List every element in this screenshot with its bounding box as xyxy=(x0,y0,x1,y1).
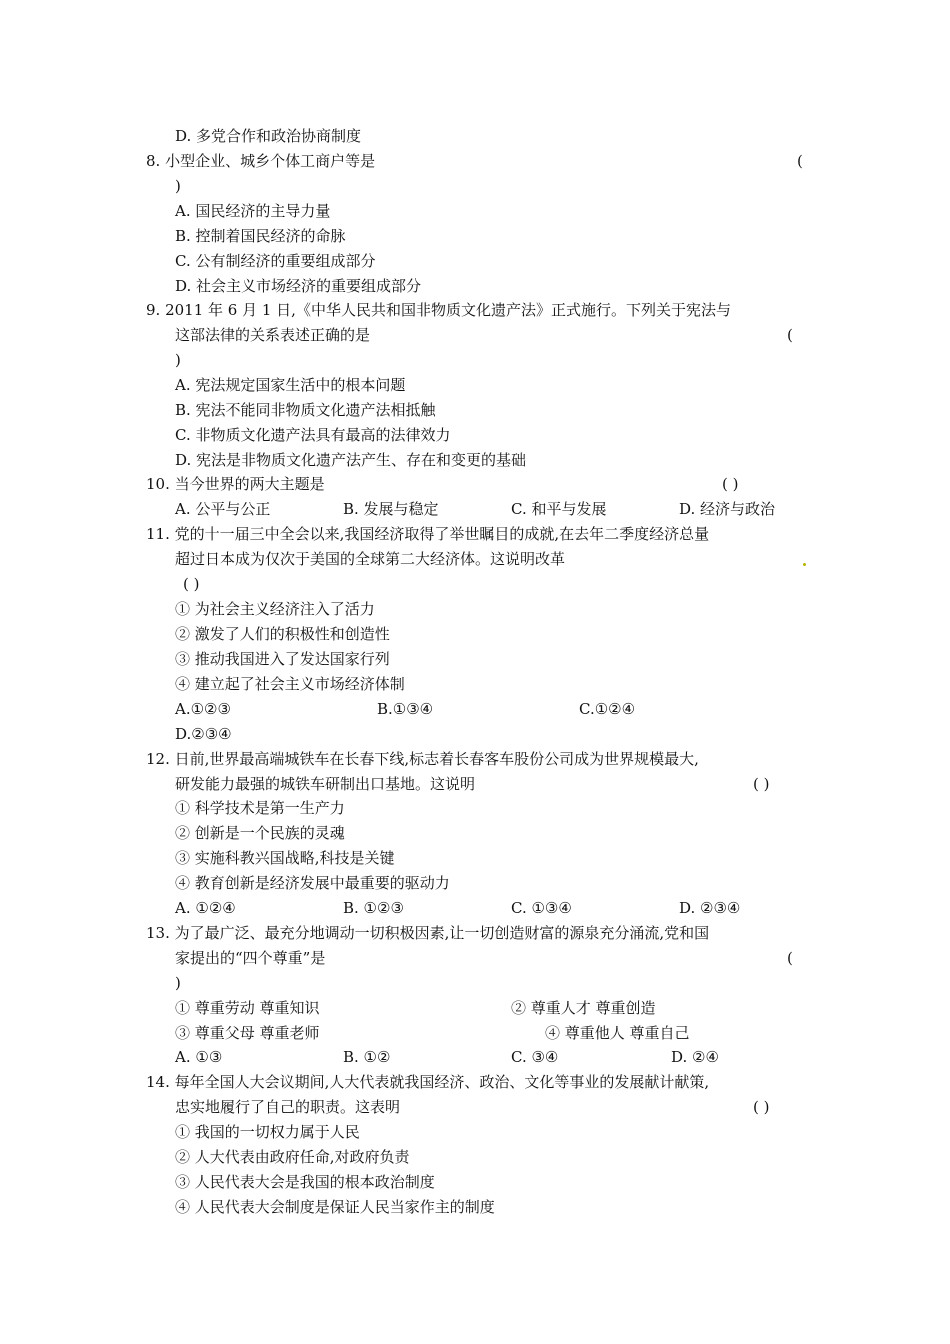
question-12-statement-1: ① 科学技术是第一生产力 xyxy=(175,799,345,817)
question-8-option-a: A. 国民经济的主导力量 xyxy=(175,202,331,220)
question-11-option-a: A.①②③ xyxy=(175,700,231,718)
answer-paren-open: ( xyxy=(787,326,793,344)
question-10-option-d: D. 经济与政治 xyxy=(679,500,776,518)
question-13-statement-2: ② 尊重人才 尊重创造 xyxy=(511,999,656,1017)
question-12-statement-2: ② 创新是一个民族的灵魂 xyxy=(175,824,345,842)
question-9-option-a: A. 宪法规定国家生活中的根本问题 xyxy=(175,376,406,394)
question-12-option-c: C. ①③④ xyxy=(511,899,572,917)
answer-paren: ( ) xyxy=(183,575,200,593)
question-7-option-d: D. 多党合作和政治协商制度 xyxy=(175,127,362,145)
question-9-stem-line-1: 9. 2011 年 6 月 1 日,《中华人民共和国非物质文化遗产法》正式施行。下列关于宪法与 xyxy=(146,301,731,319)
answer-paren-close: ) xyxy=(175,351,181,369)
question-13-stem-line-2: 家提出的“四个尊重”是 xyxy=(175,949,326,967)
question-11-stem-line-1: 11. 党的十一届三中全会以来,我国经济取得了举世瞩目的成就,在去年二季度经济总量 xyxy=(146,525,710,543)
question-11-statement-2: ② 激发了人们的积极性和创造性 xyxy=(175,625,390,643)
question-8-stem: 8. 小型企业、城乡个体工商户等是 xyxy=(146,152,376,170)
question-14-stem-line-1: 14. 每年全国人大会议期间,人大代表就我国经济、政治、文化等事业的发展献计献策, xyxy=(146,1073,710,1091)
question-11-option-c: C.①②④ xyxy=(579,700,636,718)
question-14-stem-line-2: 忠实地履行了自己的职责。这表明 xyxy=(175,1098,401,1116)
question-13-option-d: D. ②④ xyxy=(671,1048,719,1066)
question-12-stem-line-2: 研发能力最强的城铁车研制出口基地。这说明 xyxy=(175,775,476,793)
answer-paren: ( ) xyxy=(753,1098,770,1116)
question-9-stem-line-2: 这部法律的关系表述正确的是 xyxy=(175,326,371,344)
question-14-statement-2: ② 人大代表由政府任命,对政府负责 xyxy=(175,1148,410,1166)
question-13-option-b: B. ①② xyxy=(343,1048,391,1066)
question-10-option-a: A. 公平与公正 xyxy=(175,500,271,518)
answer-paren-open: ( xyxy=(787,949,793,967)
question-12-option-b: B. ①②③ xyxy=(343,899,404,917)
question-8-option-d: D. 社会主义市场经济的重要组成部分 xyxy=(175,277,422,295)
question-9-option-d: D. 宪法是非物质文化遗产法产生、存在和变更的基础 xyxy=(175,451,527,469)
question-14-statement-1: ① 我国的一切权力属于人民 xyxy=(175,1123,360,1141)
question-8-option-c: C. 公有制经济的重要组成部分 xyxy=(175,252,376,270)
question-12-statement-4: ④ 教育创新是经济发展中最重要的驱动力 xyxy=(175,874,450,892)
answer-paren-close: ) xyxy=(175,177,181,195)
question-13-statement-1: ① 尊重劳动 尊重知识 xyxy=(175,999,320,1017)
question-11-statement-3: ③ 推动我国进入了发达国家行列 xyxy=(175,650,390,668)
question-11-option-b: B.①③④ xyxy=(377,700,434,718)
question-13-statement-3: ③ 尊重父母 尊重老师 xyxy=(175,1024,320,1042)
question-13-option-a: A. ①③ xyxy=(175,1048,223,1066)
answer-paren: ( ) xyxy=(722,475,739,493)
question-9-option-c: C. 非物质文化遗产法具有最高的法律效力 xyxy=(175,426,451,444)
question-8-option-b: B. 控制着国民经济的命脉 xyxy=(175,227,346,245)
question-13-option-c: C. ③④ xyxy=(511,1048,559,1066)
question-11-statement-1: ① 为社会主义经济注入了活力 xyxy=(175,600,375,618)
question-13-stem-line-1: 13. 为了最广泛、最充分地调动一切积极因素,让一切创造财富的源泉充分涌流,党和国 xyxy=(146,924,710,942)
question-12-option-d: D. ②③④ xyxy=(679,899,741,917)
question-9-option-b: B. 宪法不能同非物质文化遗产法相抵触 xyxy=(175,401,436,419)
question-10-option-b: B. 发展与稳定 xyxy=(343,500,439,518)
question-13-statement-4: ④ 尊重他人 尊重自己 xyxy=(545,1024,690,1042)
answer-paren-open: ( xyxy=(797,152,803,170)
question-10-option-c: C. 和平与发展 xyxy=(511,500,607,518)
question-10-stem: 10. 当今世界的两大主题是 xyxy=(146,475,325,493)
question-11-stem-line-2: 超过日本成为仅次于美国的全球第二大经济体。这说明改革 xyxy=(175,550,566,568)
answer-paren-close: ) xyxy=(175,974,181,992)
question-14-statement-4: ④ 人民代表大会制度是保证人民当家作主的制度 xyxy=(175,1198,495,1216)
question-11-option-d: D.②③④ xyxy=(175,725,232,743)
decorative-dot xyxy=(803,563,806,566)
question-11-statement-4: ④ 建立起了社会主义市场经济体制 xyxy=(175,675,405,693)
question-12-statement-3: ③ 实施科教兴国战略,科技是关键 xyxy=(175,849,395,867)
answer-paren: ( ) xyxy=(753,775,770,793)
question-12-option-a: A. ①②④ xyxy=(175,899,236,917)
question-14-statement-3: ③ 人民代表大会是我国的根本政治制度 xyxy=(175,1173,435,1191)
question-12-stem-line-1: 12. 日前,世界最高端城铁车在长春下线,标志着长春客车股份公司成为世界规模最大, xyxy=(146,750,699,768)
